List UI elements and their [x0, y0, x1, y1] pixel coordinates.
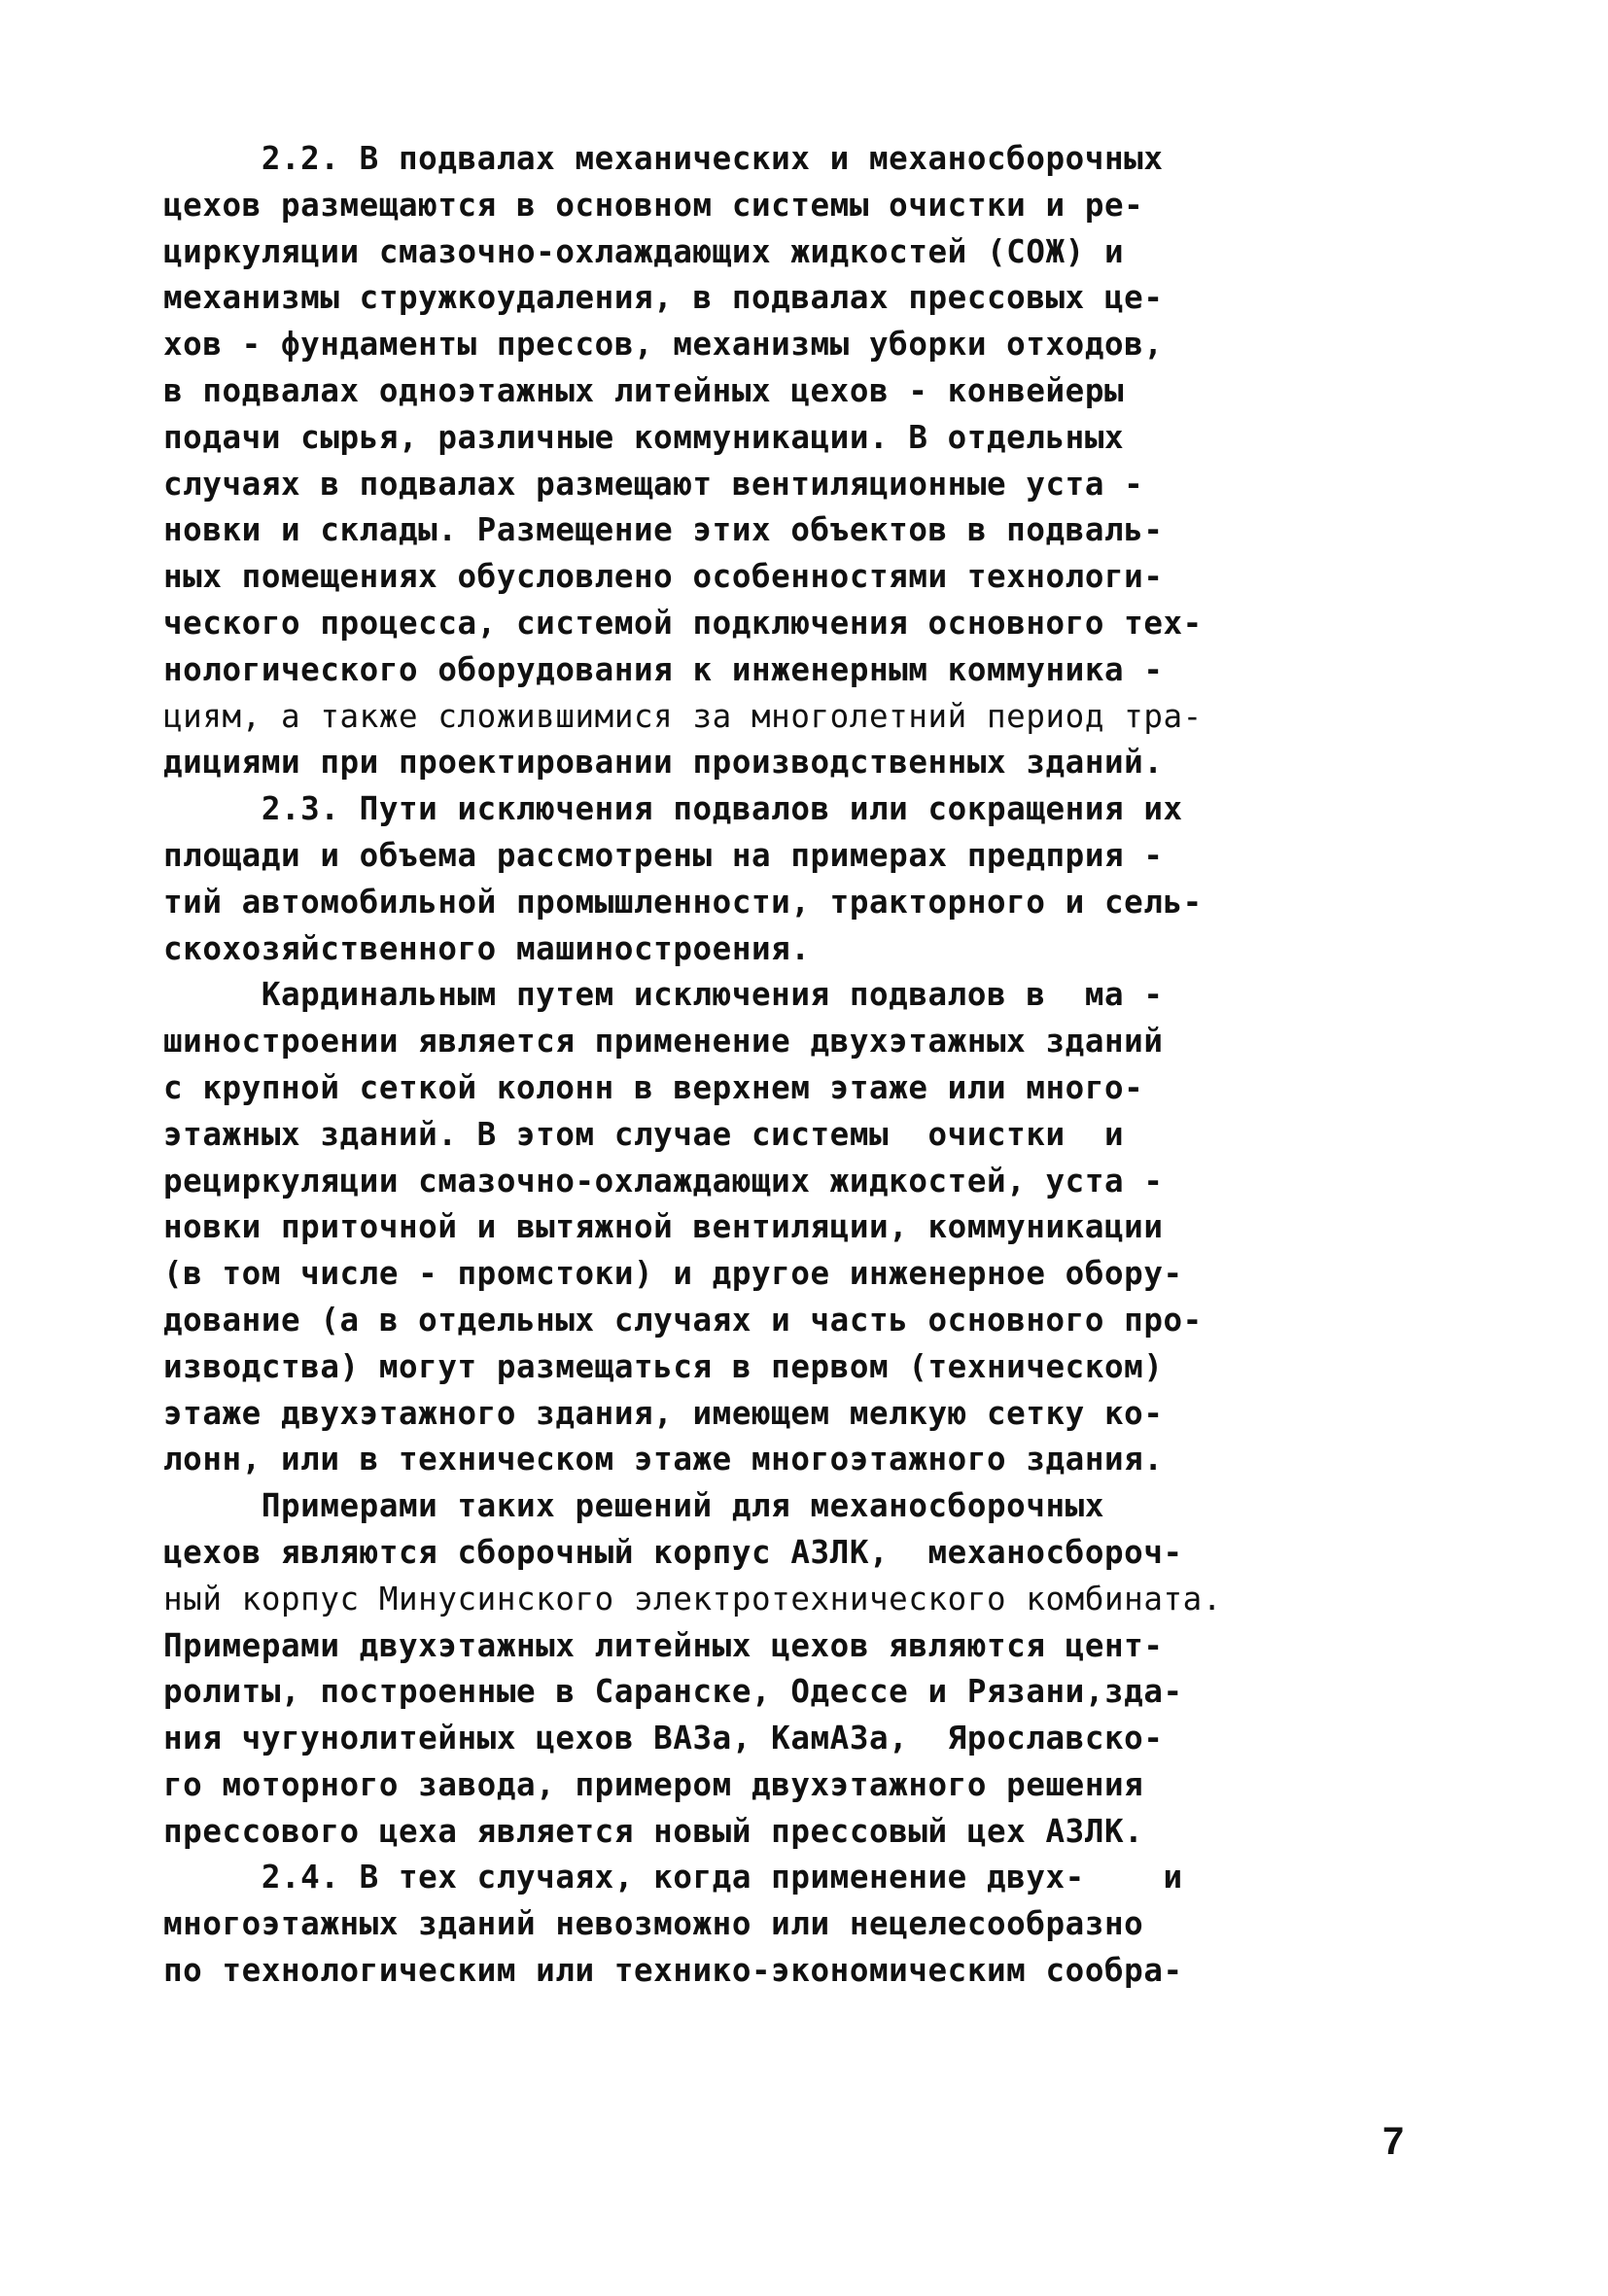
text-line: ния чугунолитейных цехов ВАЗа, КамАЗа, Ярославско-	[163, 1720, 1164, 1757]
text-line: цехов являются сборочный корпус АЗЛК, механосбороч-	[163, 1533, 1183, 1571]
text-line: ческого процесса, системой подключения основного тех-	[163, 604, 1203, 642]
text-line: ролиты, построенные в Саранске, Одессе и Рязани,зда-	[163, 1673, 1183, 1711]
text-line: подачи сырья, различные коммуникации. В отдельных	[163, 418, 1125, 456]
text-line: прессового цеха является новый прессовый цех АЗЛК.	[163, 1812, 1144, 1850]
text-line: тий автомобильной промышленности, тракторного и сель-	[163, 883, 1203, 921]
body-text	[163, 136, 1437, 1995]
page-number: 7	[1382, 2120, 1405, 2163]
text-line: лонн, или в техническом этаже многоэтажного здания.	[163, 1441, 1164, 1478]
text-line: Примерами двухэтажных литейных цехов являются цент-	[163, 1626, 1164, 1664]
text-line: ный корпус Минусинского электротехнического комбината.	[163, 1580, 1222, 1618]
text-line: 2.2. В подвалах механических и механосборочных	[163, 140, 1164, 177]
text-line: рециркуляции смазочно-охлаждающих жидкостей, уста -	[163, 1162, 1164, 1200]
text-line: дициями при проектировании производственных зданий.	[163, 744, 1164, 782]
text-line: 2.4. В тех случаях, когда применение двух- и	[163, 1859, 1183, 1896]
text-line: циркуляции смазочно-охлаждающих жидкостей (СОЖ) и	[163, 232, 1125, 270]
text-line: дование (а в отдельных случаях и часть основного про-	[163, 1301, 1203, 1339]
text-line: новки и склады. Размещение этих объектов в подваль-	[163, 511, 1164, 549]
text-line: Примерами таких решений для механосборочных	[163, 1487, 1104, 1525]
text-line: шиностроении является применение двухэтажных зданий	[163, 1023, 1164, 1061]
text-line: изводства) могут размещаться в первом (техническом)	[163, 1347, 1164, 1385]
text-line: 2.3. Пути исключения подвалов или сокращения их	[163, 790, 1183, 828]
text-line: нологического оборудования к инженерным коммуника -	[163, 650, 1164, 688]
text-line: циям, а также сложившимися за многолетний период тра-	[163, 697, 1203, 735]
text-line: Кардинальным путем исключения подвалов в ма -	[163, 976, 1164, 1014]
text-line: механизмы стружкоудаления, в подвалах прессовых це-	[163, 279, 1164, 317]
text-line: по технологическим или технико-экономическим сообра-	[163, 1952, 1183, 1990]
text-line: цехов размещаются в основном системы очистки и ре-	[163, 186, 1144, 224]
text-line: случаях в подвалах размещают вентиляционные уста -	[163, 465, 1144, 503]
text-line: ных помещениях обусловлено особенностями технологи-	[163, 558, 1164, 596]
text-line: скохозяйственного машиностроения.	[163, 929, 811, 967]
text-line: с крупной сеткой колонн в верхнем этаже или много-	[163, 1068, 1144, 1106]
text-line: хов - фундаменты прессов, механизмы уборки отходов,	[163, 326, 1164, 364]
text-line: го моторного завода, примером двухэтажного решения	[163, 1765, 1144, 1803]
text-line: новки приточной и вытяжной вентиляции, коммуникации	[163, 1208, 1164, 1246]
text-line: площади и объема рассмотрены на примерах предприя -	[163, 836, 1164, 874]
text-line: этаже двухэтажного здания, имеющем мелкую сетку ко-	[163, 1394, 1164, 1432]
text-line: этажных зданий. В этом случае системы очистки и	[163, 1115, 1125, 1153]
text-line: (в том числе - промстоки) и другое инженерное обору-	[163, 1255, 1183, 1293]
text-line: в подвалах одноэтажных литейных цехов - конвейеры	[163, 371, 1125, 409]
text-line: многоэтажных зданий невозможно или нецелесообразно	[163, 1905, 1144, 1943]
